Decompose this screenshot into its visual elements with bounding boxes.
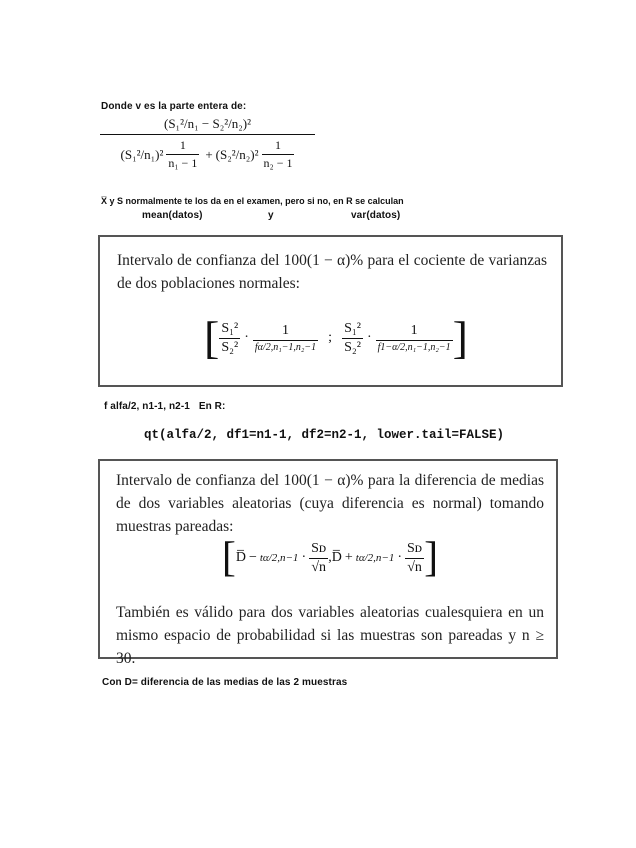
- den-term1: (S₁²/n₁)²: [120, 146, 164, 162]
- en-r-label: En R:: [198, 401, 226, 412]
- var-label: var(datos): [351, 210, 401, 221]
- note-d-definition: Con D= diferencia de las medias de las 2 muestras: [102, 677, 348, 688]
- pm-close-bracket: ]: [424, 535, 439, 581]
- left-f-den: fα/2,n₁−1,n₂−1: [254, 342, 317, 353]
- pm-sd-num-2: Sᴅ: [407, 540, 423, 556]
- welch-df-numerator: (S₁²/n₁ − S₂²/n₂)²: [100, 116, 315, 135]
- welch-df-formula: [100, 116, 315, 171]
- left-s-num: S₁²: [221, 320, 239, 336]
- den-term2: (S₂²/n₂)²: [215, 146, 259, 162]
- variance-ratio-text: Intervalo de confianza del 100(1 − α)% para el cociente de varianzas de dos poblaciones normales:: [117, 252, 547, 292]
- left-f-num: 1: [282, 323, 290, 338]
- heading-v-integer-part: Donde v es la parte entera de:: [101, 101, 247, 112]
- note-sample-stats: [101, 196, 404, 206]
- pm-dot-2: ·: [397, 550, 403, 565]
- paired-means-formula: [200, 537, 460, 579]
- left-s-den: S₂²: [221, 339, 239, 355]
- den-term1-frac: [166, 138, 199, 171]
- note-text: y S normalmente te los da en el examen, pero si no, en R se calculan: [109, 196, 404, 206]
- den-plus: +: [205, 146, 213, 162]
- right-s-ratio: [342, 321, 363, 356]
- pm-sd-frac-1: [309, 541, 328, 576]
- right-s-den: S₂²: [344, 339, 361, 355]
- pm-minus: −: [248, 550, 257, 565]
- left-f-frac: [253, 323, 318, 353]
- pm-dot-1: ·: [301, 550, 307, 565]
- den-term2-frac: [262, 138, 295, 171]
- open-bracket: [: [204, 312, 220, 363]
- right-f-num: 1: [410, 323, 418, 338]
- r-code-qt: qt(alfa/2, df1=n1-1, df2=n2-1, lower.tail=FALSE): [144, 428, 505, 442]
- pm-sd-frac-2: [405, 541, 424, 576]
- box-paired-means-interval: [98, 459, 558, 667]
- and-label: y: [268, 210, 274, 221]
- mean-label: mean(datos): [142, 210, 203, 221]
- welch-df-denominator: [100, 135, 315, 171]
- right-f-den: f1−α/2,n₁−1,n₂−1: [377, 342, 451, 353]
- right-s-num: S₁²: [344, 320, 361, 336]
- variance-ratio-formula: [176, 312, 496, 363]
- right-f-frac: [376, 323, 453, 353]
- pm-t-1: tα/2,n−1: [259, 552, 299, 564]
- left-dot: ·: [244, 330, 249, 345]
- paired-means-text: Intervalo de confianza del 100(1 − α)% para la diferencia de medias de dos variables aleatorias (cuya diferencia es normal) tomando muestras pareadas:: [116, 472, 544, 535]
- close-bracket: ]: [452, 312, 468, 363]
- pm-open-bracket: [: [221, 535, 236, 581]
- pm-dbar-1: D̅: [235, 550, 246, 565]
- separator: ;: [328, 330, 333, 345]
- paired-means-footer: También es válido para dos variables aleatorias cualesquiera en un mismo espacio de probabilidad si las muestras son pareadas y n ≥ 30.: [116, 604, 544, 667]
- right-dot: ·: [366, 330, 372, 345]
- den-term1-frac-num: 1: [179, 138, 186, 152]
- xbar-symbol: X̅: [101, 196, 108, 206]
- f-params: [104, 401, 225, 412]
- left-s-ratio: [219, 321, 240, 356]
- den-term2-frac-num: 1: [275, 138, 281, 152]
- pm-dbar-2: D̅: [331, 550, 342, 565]
- pm-sd-num-1: Sᴅ: [311, 540, 327, 556]
- pm-plus: +: [344, 550, 353, 565]
- pm-sd-den-1: √n: [311, 559, 327, 575]
- pm-t-2: tα/2,n−1: [355, 552, 395, 564]
- den-term1-frac-den: n₁ − 1: [168, 156, 198, 170]
- pm-sd-den-2: √n: [407, 559, 422, 575]
- den-term2-frac-den: n₂ − 1: [263, 156, 293, 170]
- pm-comma: ,: [328, 550, 332, 565]
- box-variance-ratio-interval: [98, 235, 563, 387]
- f-params-text: f alfa/2, n1-1, n2-1: [104, 401, 190, 412]
